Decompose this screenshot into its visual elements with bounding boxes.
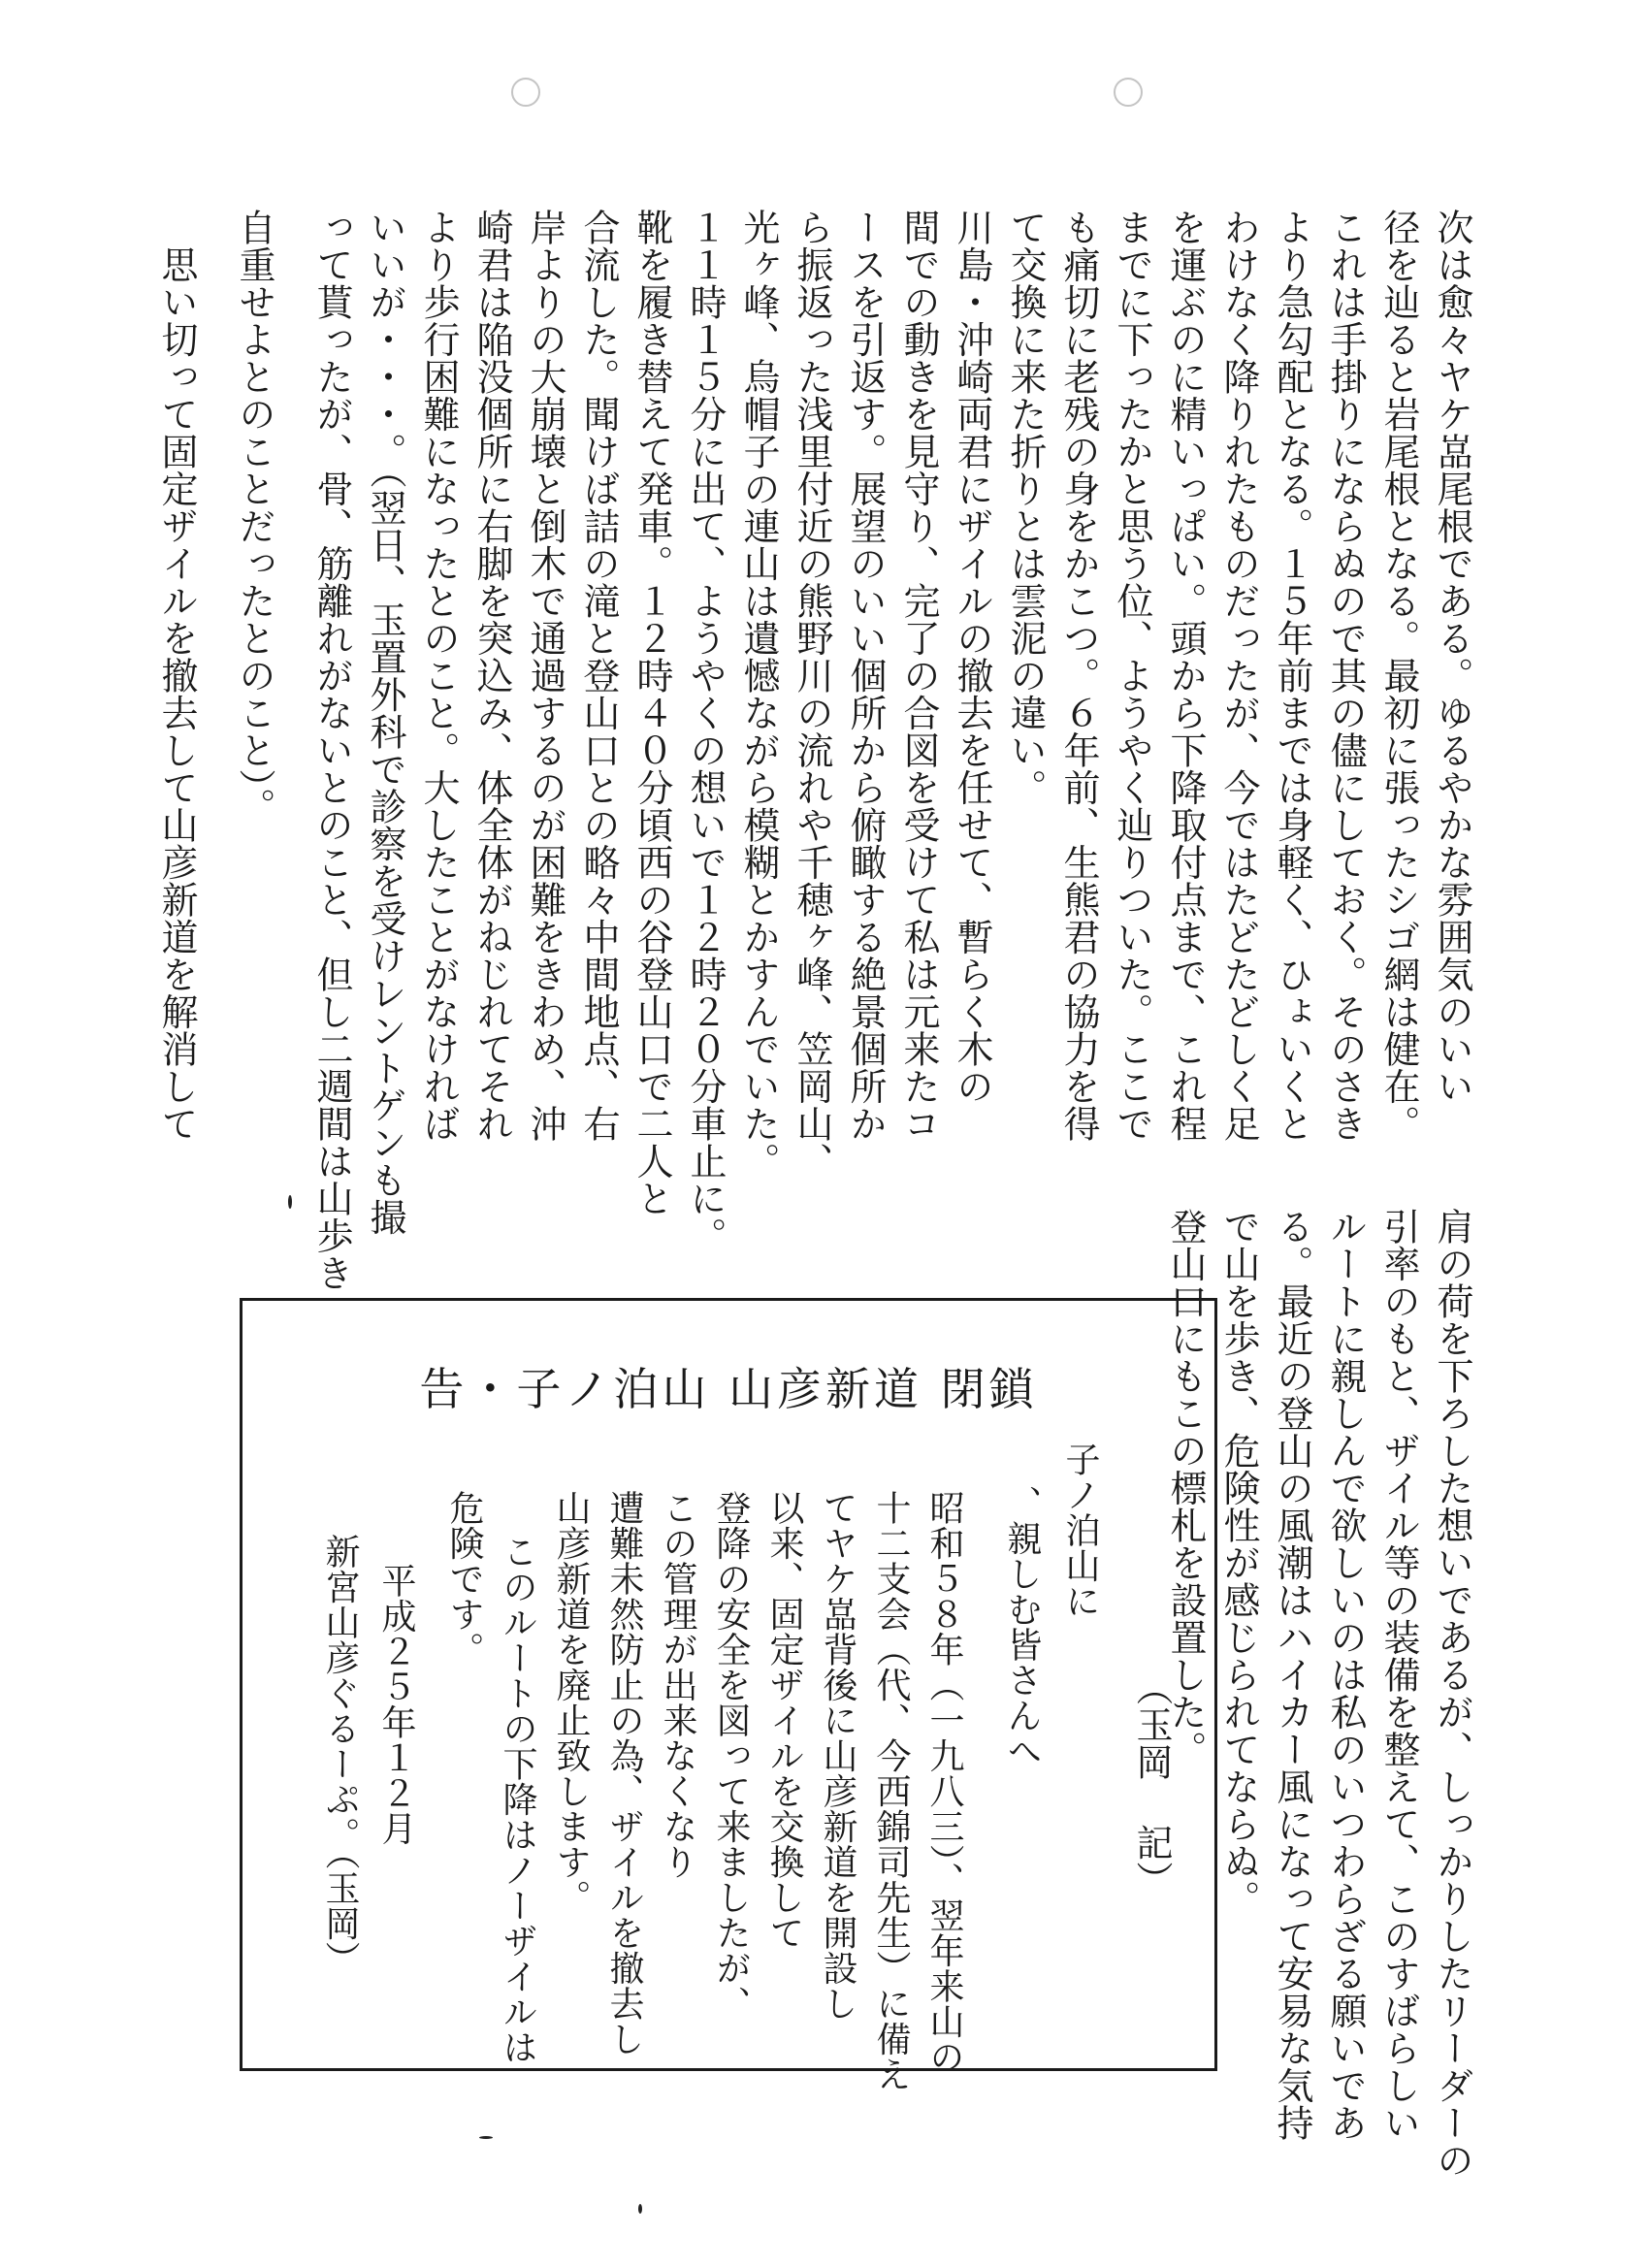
main-text-line: 川島・沖崎両君にザイルの撤去を任せて、暫らく木の (951, 209, 993, 1105)
notice-line: 以来、固定ザイルを交換して (764, 1490, 804, 1951)
main-text-line: これは手掛りにならぬので其の儘にしておく。そのさき (1324, 209, 1367, 1143)
main-text-line: 靴を履き替えて発車。１２時４０分頃西の谷登山口で二人と (630, 209, 673, 1217)
scan-mark (288, 1195, 292, 1209)
notice-line: 危険です。 (444, 1490, 484, 1668)
main-text-line: より急勾配となる。１５年前までは身軽く、ひょいくと (1271, 209, 1313, 1143)
notice-line: 昭和５８年（一九八三）、翌年来山の (924, 1490, 964, 2075)
main-text-line: 径を辿ると岩尾根となる。最初に張ったシゴ網は健在。 (1377, 209, 1420, 1143)
main-text-line: １１時１５分に出て、ようやくの想いで１２時２０分車止に。 (684, 209, 727, 1254)
main-text-line: わけなく降りれたものだったが、今ではたどたどしく足 (1217, 209, 1260, 1143)
notice-title: 告・子ノ泊山 山彦新道 閉鎖 (419, 1363, 1038, 1415)
notice-line: てヤケ嵓背後に山彦新道を開設し (818, 1490, 857, 2022)
main-text-line: 次は愈々ヤケ嵓尾根である。ゆるやかな雰囲気のいい (1431, 209, 1473, 1105)
scan-mark (638, 2204, 642, 2214)
punch-hole-right (1114, 78, 1143, 107)
notice-signature: 新宮山彦ぐるーぷ。（玉岡） (320, 1534, 360, 1977)
main-text-line: を運ぶのに精いっぱい。頭から下降取付点まで、これ程 (1164, 209, 1207, 1143)
main-text-line: 崎君は陥没個所に右脚を突込み、体全体がねじれてそれ (470, 209, 513, 1143)
main-text-line: 思い切って固定ザイルを撤去して山彦新道を解消して (155, 209, 198, 1143)
notice-line: このルートの下降はノーザイルは (498, 1534, 537, 2065)
main-text-line: いいが・・・。（翌日、玉置外科で診察を受けレントゲンも撮 (364, 209, 406, 1236)
notice-box (240, 1298, 1217, 2092)
main-text-line: 自重せよとのことだったとのこと）。 (233, 209, 275, 826)
main-text-line: 光ヶ峰、烏帽子の連山は遺憾ながら模糊とかすんでいた。 (737, 209, 780, 1180)
notice-addressee: 子ノ泊山に (1060, 1442, 1100, 1619)
notice-addressee: 、親しむ皆さんへ (1002, 1485, 1042, 1768)
right-text-line: 肩の荷を下ろした想いであるが、しっかりしたリーダーの (1431, 1208, 1473, 2179)
main-text-line: 間での動きを見守り、完了の合図を受けて私は元来たコ (897, 209, 940, 1143)
main-text-line: も痛切に老残の身をかこつ。６年前、生熊君の協力を得 (1057, 209, 1100, 1143)
right-text-line: で山を歩き、危険性が感じられてならぬ。 (1217, 1208, 1260, 1918)
main-text-line: より歩行困難になったとのこと。大したことがなければ (417, 209, 460, 1143)
notice-line: 山彦新道を廃止致します。 (551, 1490, 591, 1915)
punch-hole-left (511, 78, 540, 107)
author-note: （玉岡 記） (1130, 1669, 1173, 1898)
main-text-line: て交換に来た折りとは雲泥の違い。 (1004, 209, 1047, 806)
main-text-line: 合流した。聞けば詰の滝と登山口との略々中間地点、右 (577, 209, 620, 1143)
main-text-line: 岸よりの大崩壊と倒木で通過するのが困難をきわめ、沖 (524, 209, 566, 1143)
right-text-line: ルートに親しんで欲しいのは私のいつわらざる願いであ (1324, 1208, 1367, 2142)
notice-date: 平成２５年１２月 (376, 1563, 416, 1846)
right-text-line: る。最近の登山の風潮はハイカー風になって安易な気持 (1271, 1208, 1313, 2142)
notice-line: 登降の安全を図って来ましたが、 (711, 1490, 751, 2022)
main-text-line: までに下ったかと思う位、ようやく辿りついた。ここで (1111, 209, 1153, 1143)
right-text-line: 登山口にもこの標札を設置した。 (1164, 1208, 1207, 1768)
scan-mark (479, 2136, 493, 2139)
main-text-line: ースを引返す。展望のいい個所から俯瞰する絶景個所か (844, 209, 887, 1143)
notice-line: この管理が出来なくなり (658, 1490, 697, 1880)
main-text-line: って貰ったが、骨、筋離れがないとのこと、但し二週間は山歩き (310, 209, 353, 1292)
right-text-line: 引率のもと、ザイル等の装備を整えて、このすばらしい (1377, 1208, 1420, 2142)
main-text-line: ら振返った浅里付近の熊野川の流れや千穂ヶ峰、笠岡山、 (791, 209, 833, 1180)
notice-line: 遭難未然防止の為、ザイルを撤去し (604, 1490, 644, 2057)
notice-line: 十二支会（代、今西錦司先生）に備え (871, 1490, 911, 2092)
